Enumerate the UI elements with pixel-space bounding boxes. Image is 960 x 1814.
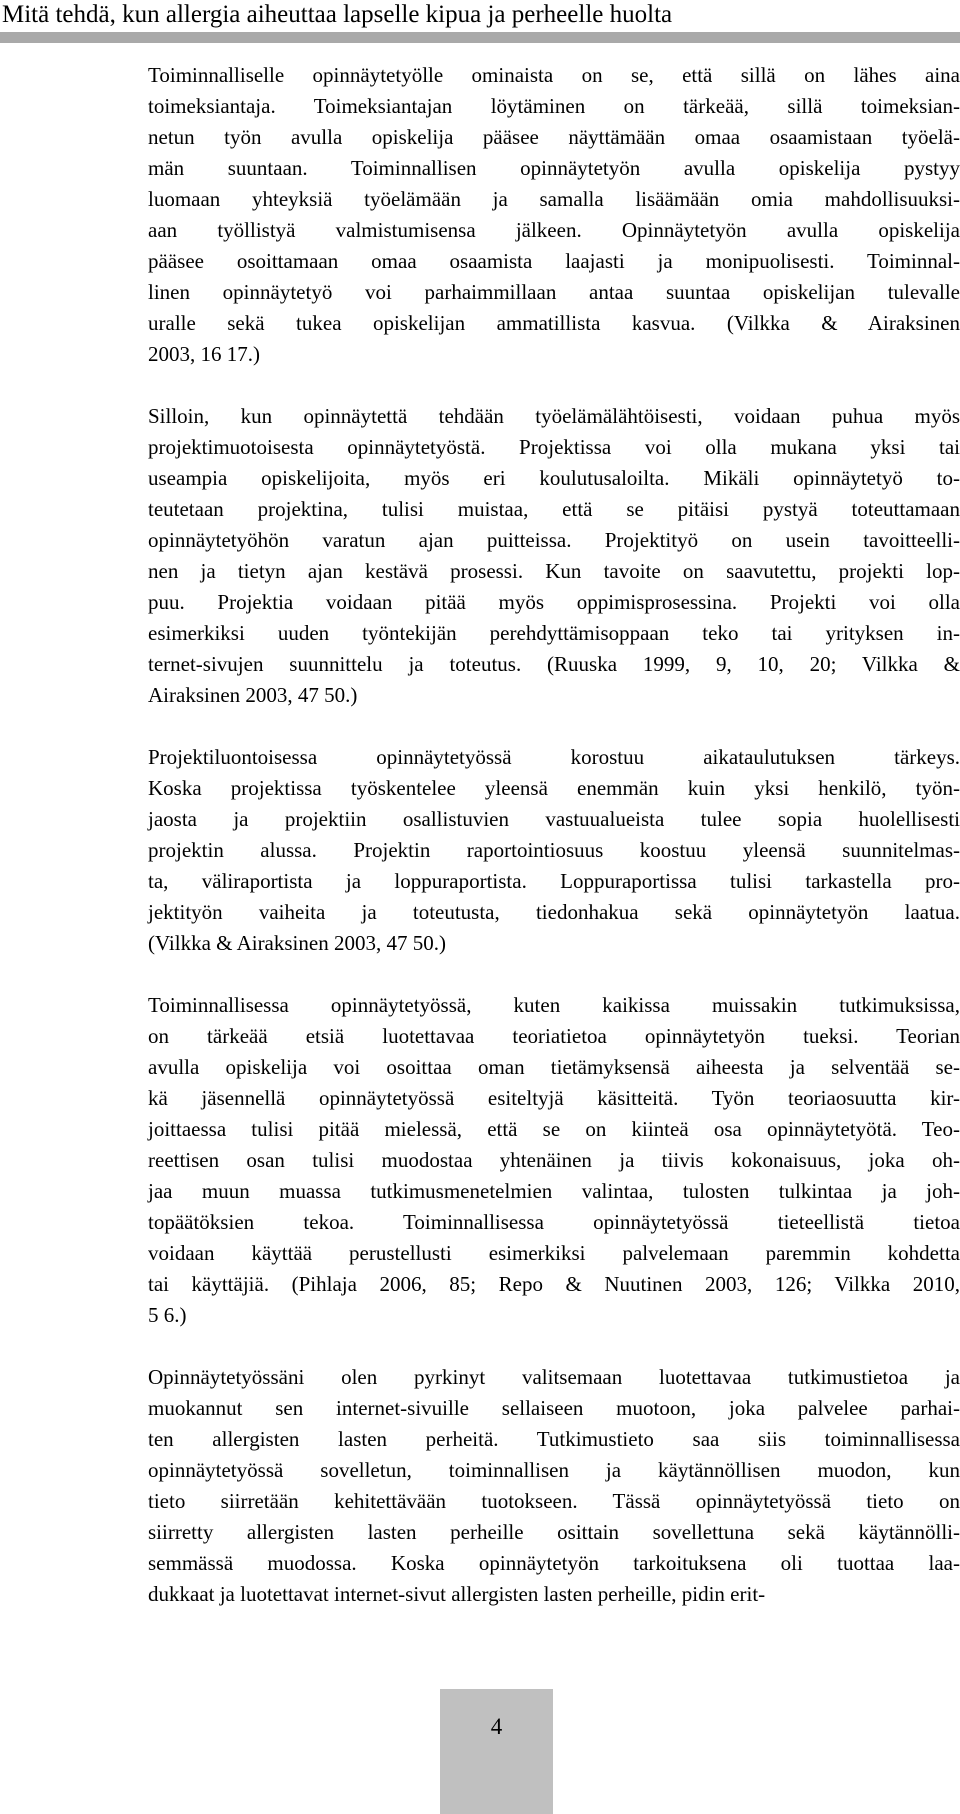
text-line: toimeksiantaja. Toimeksiantajan löytäminen on tärkeää, sillä toimeksian- xyxy=(148,94,960,118)
text-line: opinnäytetyöhön varatun ajan puitteissa. Projektityö on usein tavoitteelli- xyxy=(148,528,960,552)
text-line: joittaessa tulisi pitää mielessä, että se on kiinteä osa opinnäytetyötä. Teo- xyxy=(148,1117,960,1141)
text-line: ten allergisten lasten perheitä. Tutkimustieto saa siis toiminnallisessa xyxy=(148,1427,960,1451)
text-line: teutetaan projektina, tulisi muistaa, että se pitäisi pystyä toteuttamaan xyxy=(148,497,960,521)
page-number-box xyxy=(440,1689,553,1814)
text-line: män suuntaan. Toiminnallisen opinnäytetyön avulla opiskelija pystyy xyxy=(148,156,960,180)
text-line: Projektiluontoisessa opinnäytetyössä korostuu aikataulutuksen tärkeys. xyxy=(148,745,960,769)
body-text xyxy=(148,60,960,1610)
paragraph-gap xyxy=(148,711,960,742)
text-line: tai käyttäjiä. (Pihlaja 2006, 85; Repo & Nuutinen 2003, 126; Vilkka 2010, xyxy=(148,1272,960,1296)
text-line: siirretty allergisten lasten perheille osittain sovellettuna sekä käytännölli- xyxy=(148,1520,960,1544)
paragraph-gap xyxy=(148,959,960,990)
text-line: reettisen osan tulisi muodostaa yhtenäinen ja tiivis kokonaisuus, joka oh- xyxy=(148,1148,960,1172)
text-line: on tärkeää etsiä luotettavaa teoriatietoa opinnäytetyön tueksi. Teorian xyxy=(148,1024,960,1048)
text-line: (Vilkka & Airaksinen 2003, 47 50.) xyxy=(148,931,446,955)
text-line: tieto siirretään kehitettävään tuotokseen. Tässä opinnäytetyössä tieto on xyxy=(148,1489,960,1513)
paragraph xyxy=(148,401,960,711)
text-line: nen ja tietyn ajan kestävä prosessi. Kun tavoite on saavutettu, projekti lop- xyxy=(148,559,960,583)
text-line: luomaan yhteyksiä työelämään ja samalla lisäämään omia mahdollisuuksi- xyxy=(148,187,960,211)
paragraph xyxy=(148,990,960,1331)
text-line: netun työn avulla opiskelija pääsee näyttämään omaa osaamistaan työelä- xyxy=(148,125,960,149)
text-line: aan työllistyä valmistumisensa jälkeen. Opinnäytetyön avulla opiskelija xyxy=(148,218,960,242)
text-line: 2003, 16 17.) xyxy=(148,342,260,366)
text-line: linen opinnäytetyö voi parhaimmillaan antaa suuntaa opiskelijan tulevalle xyxy=(148,280,960,304)
running-header xyxy=(0,0,960,44)
paragraph-gap xyxy=(148,370,960,401)
text-line: puu. Projektia voidaan pitää myös oppimisprosessina. Projekti voi olla xyxy=(148,590,960,614)
text-line: jaosta ja projektiin osallistuvien vastuualueista tulee sopia huolellisesti xyxy=(148,807,960,831)
text-line: Airaksinen 2003, 47 50.) xyxy=(148,683,358,707)
text-line: opinnäytetyössä sovelletun, toiminnallisen ja käytännöllisen muodon, kun xyxy=(148,1458,960,1482)
page-number: 4 xyxy=(490,1714,503,1739)
text-line: jaa muun muassa tutkimusmenetelmien valintaa, tulosten tulkintaa ja joh- xyxy=(148,1179,960,1203)
text-line: Toiminnalliselle opinnäytetyölle ominaista on se, että sillä on lähes aina xyxy=(148,63,960,87)
text-line: muokannut sen internet-sivuille sellaiseen muotoon, joka palvelee parhai- xyxy=(148,1396,960,1420)
text-line: 5 6.) xyxy=(148,1303,187,1327)
text-line: jektityön vaiheita ja toteutusta, tiedonhakua sekä opinnäytetyön laatua. xyxy=(148,900,960,924)
text-line: esimerkiksi uuden työntekijän perehdyttämisoppaan teko tai yrityksen in- xyxy=(148,621,960,645)
paragraph-gap xyxy=(148,1331,960,1362)
paragraph xyxy=(148,1362,960,1610)
text-line: avulla opiskelija voi osoittaa oman tietämyksensä aiheesta ja selventää se- xyxy=(148,1055,960,1079)
text-line: ta, väliraportista ja loppuraportista. Loppuraportissa tulisi tarkastella pro- xyxy=(148,869,960,893)
header-rule xyxy=(0,32,960,43)
text-line: topäätöksien tekoa. Toiminnallisessa opinnäytetyössä tieteellistä tietoa xyxy=(148,1210,960,1234)
text-line: projektimuotoisesta opinnäytetyöstä. Projektissa voi olla mukana yksi tai xyxy=(148,435,960,459)
text-line: Toiminnallisessa opinnäytetyössä, kuten kaikissa muissakin tutkimuksissa, xyxy=(148,993,960,1017)
text-line: Silloin, kun opinnäytettä tehdään työelämälähtöisesti, voidaan puhua myös xyxy=(148,404,960,428)
text-line: dukkaat ja luotettavat internet-sivut allergisten lasten perheille, pidin erit- xyxy=(148,1582,766,1606)
text-line: ternet-sivujen suunnittelu ja toteutus. (Ruuska 1999, 9, 10, 20; Vilkka & xyxy=(148,652,960,676)
text-line: semmässä muodossa. Koska opinnäytetyön tarkoituksena oli tuottaa laa- xyxy=(148,1551,960,1575)
text-line: kä jäsennellä opinnäytetyössä esiteltyjä käsitteitä. Työn teoriaosuutta kir- xyxy=(148,1086,960,1110)
text-line: useampia opiskelijoita, myös eri koulutusaloilta. Mikäli opinnäytetyö to- xyxy=(148,466,960,490)
paragraph xyxy=(148,742,960,959)
text-line: Koska projektissa työskentelee yleensä enemmän kuin yksi henkilö, työn- xyxy=(148,776,960,800)
running-header-title: Mitä tehdä, kun allergia aiheuttaa lapselle kipua ja perheelle huolta xyxy=(2,1,673,28)
text-line: Opinnäytetyössäni olen pyrkinyt valitsemaan luotettavaa tutkimustietoa ja xyxy=(148,1365,960,1389)
paragraph xyxy=(148,60,960,370)
text-line: pääsee osoittamaan omaa osaamista laajasti ja monipuolisesti. Toiminnal- xyxy=(148,249,960,273)
text-line: uralle sekä tukea opiskelijan ammatillista kasvua. (Vilkka & Airaksinen xyxy=(148,311,960,335)
text-line: projektin alussa. Projektin raportointiosuus koostuu yleensä suunnitelmas- xyxy=(148,838,960,862)
text-line: voidaan käyttää perustellusti esimerkiksi palvelemaan paremmin kohdetta xyxy=(148,1241,960,1265)
